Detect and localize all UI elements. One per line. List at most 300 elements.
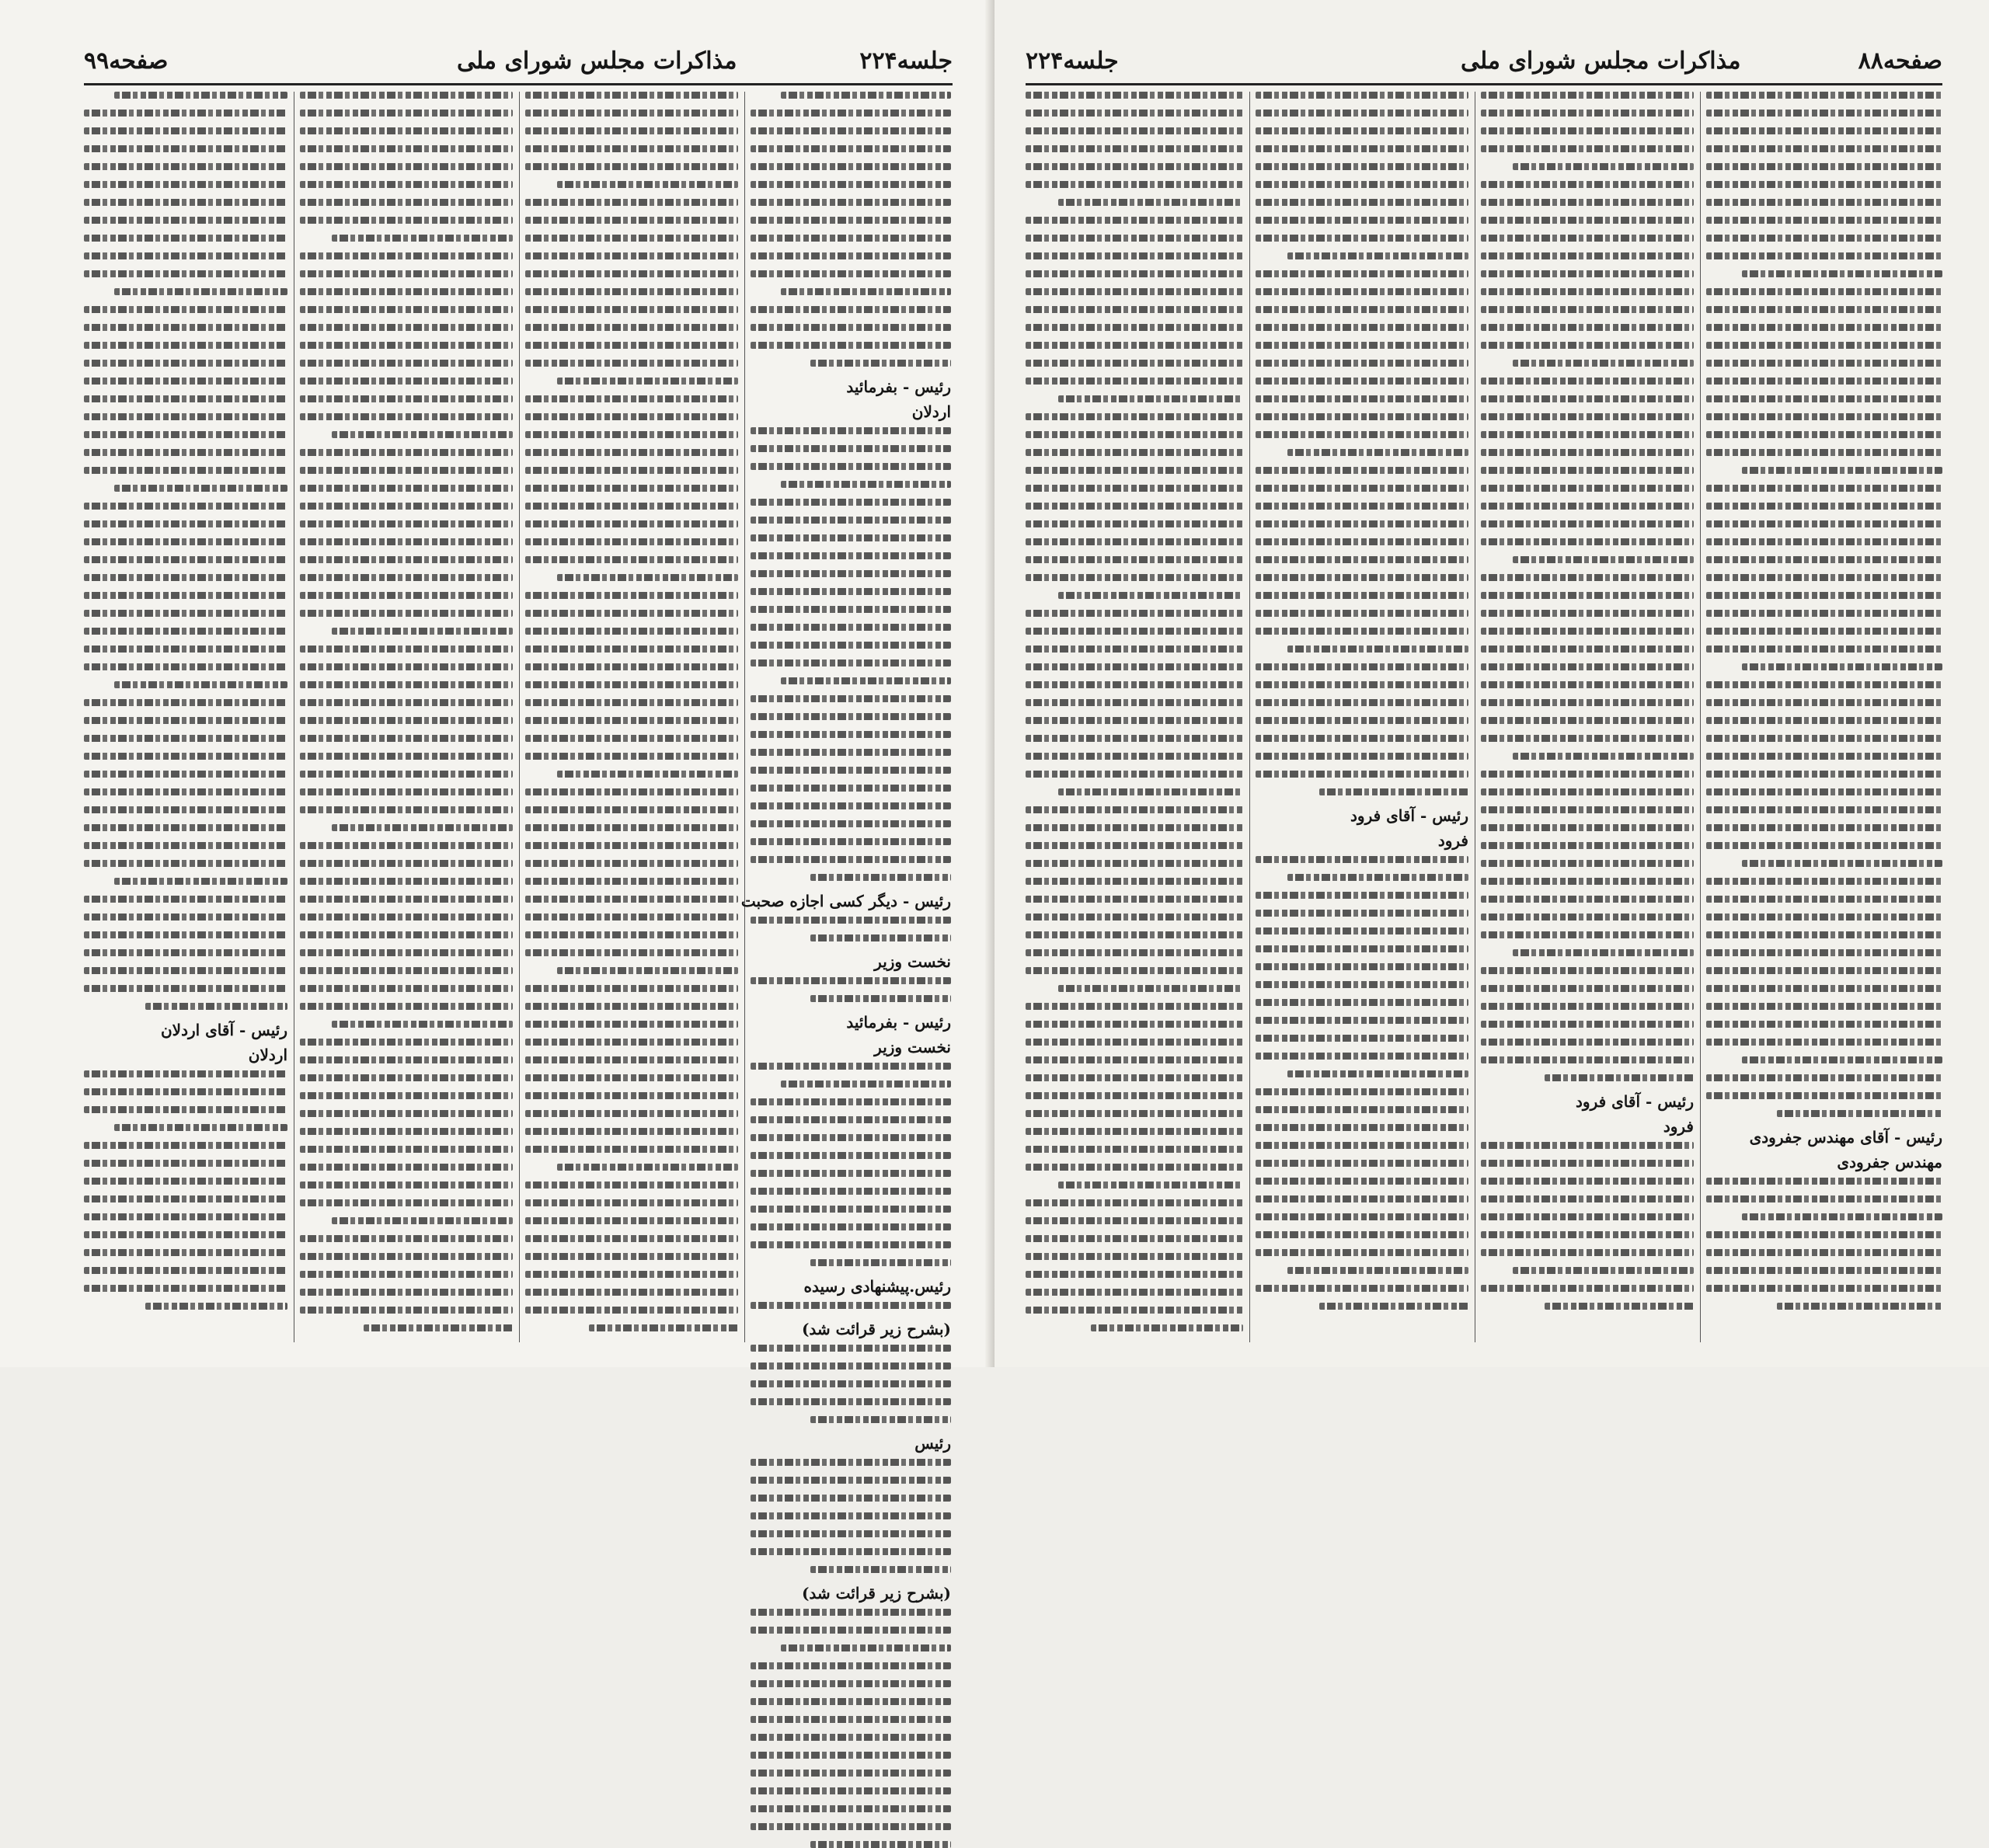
speaker-heading: رئیس (914, 1434, 951, 1453)
text-line (1058, 1182, 1243, 1188)
text-line (1706, 1003, 1942, 1010)
text-line (300, 878, 513, 885)
text-line (1481, 681, 1694, 688)
text-line (300, 699, 513, 706)
text-line (1026, 931, 1243, 938)
text-line (1026, 699, 1243, 706)
text-line (84, 431, 287, 438)
text-line (525, 413, 738, 420)
text-line (300, 896, 513, 903)
text-line (1481, 252, 1694, 259)
text-line (525, 824, 738, 831)
text-line (751, 606, 951, 613)
text-line (1481, 467, 1694, 474)
text-line (1026, 806, 1243, 813)
text-line (1256, 538, 1468, 545)
text-line (1706, 1195, 1942, 1202)
text-line (300, 503, 513, 510)
text-line (1706, 127, 1942, 134)
text-line (751, 235, 951, 242)
text-line (1256, 892, 1468, 899)
text-line (1256, 981, 1468, 988)
text-line (751, 427, 951, 434)
text-line (84, 1267, 287, 1274)
text-line (1091, 1324, 1243, 1331)
text-line (300, 342, 513, 349)
text-line (1706, 163, 1942, 170)
text-line (84, 235, 287, 242)
text-line (84, 1070, 287, 1077)
right-column-1 (1026, 92, 1243, 1342)
text-line (84, 1160, 287, 1167)
text-line (332, 1021, 513, 1028)
text-line (751, 1206, 951, 1213)
text-line (1481, 1285, 1694, 1292)
text-line (751, 181, 951, 188)
text-line (332, 824, 513, 831)
text-line (751, 306, 951, 313)
speaker-heading: رئیس.پیشنهادی رسیده (803, 1277, 951, 1296)
text-line (1026, 914, 1243, 921)
text-line (1026, 860, 1243, 867)
text-line (751, 767, 951, 774)
text-line (525, 1056, 738, 1063)
text-line (1706, 878, 1942, 885)
text-line (1256, 910, 1468, 917)
text-line (1026, 842, 1243, 849)
text-line (1287, 1267, 1468, 1274)
text-line (300, 163, 513, 170)
text-line (84, 824, 287, 831)
text-line (84, 699, 287, 706)
text-line (751, 695, 951, 702)
text-line (525, 1289, 738, 1296)
text-line (1742, 663, 1942, 670)
text-line (810, 934, 951, 941)
text-line (1481, 914, 1694, 921)
text-line (1481, 520, 1694, 527)
text-line (1026, 735, 1243, 742)
text-line (1256, 1124, 1468, 1131)
column-divider (744, 92, 745, 1342)
text-line (1058, 985, 1243, 992)
text-line (300, 592, 513, 599)
text-line (84, 646, 287, 653)
text-line (1481, 503, 1694, 510)
text-line (525, 1182, 738, 1188)
text-line (1481, 145, 1694, 152)
speaker-heading: نخست وزیر (874, 952, 951, 971)
right-session-label: جلسه۲۲۴ (1026, 47, 1119, 75)
text-line (1706, 503, 1942, 510)
text-line (1287, 874, 1468, 881)
text-line (751, 499, 951, 506)
text-line (751, 199, 951, 206)
text-line (810, 1566, 951, 1573)
text-line (1256, 360, 1468, 367)
text-line (1256, 963, 1468, 970)
text-line (751, 1134, 951, 1141)
text-line (300, 181, 513, 188)
text-line (1481, 449, 1694, 456)
text-line (1026, 288, 1243, 295)
text-line (1256, 467, 1468, 474)
text-line (1256, 927, 1468, 934)
text-line (751, 1752, 951, 1759)
text-line (1026, 1092, 1243, 1099)
text-line (1256, 181, 1468, 188)
text-line (1026, 556, 1243, 563)
text-line (751, 1188, 951, 1195)
text-line (525, 949, 738, 956)
text-line (84, 842, 287, 849)
text-line (84, 520, 287, 527)
text-line (589, 1324, 738, 1331)
text-line (1706, 574, 1942, 581)
text-line (1706, 520, 1942, 527)
text-line (751, 731, 951, 738)
text-line (1481, 878, 1694, 885)
speaker-heading: رئیس - بفرمائید (846, 378, 951, 396)
text-line (1706, 699, 1942, 706)
text-line (300, 378, 513, 385)
text-line (300, 1235, 513, 1242)
text-line (1481, 1178, 1694, 1185)
text-line (810, 360, 951, 367)
text-line (300, 681, 513, 688)
text-line (84, 538, 287, 545)
text-line (1706, 628, 1942, 635)
text-line (557, 378, 738, 385)
left-page (0, 0, 994, 1603)
text-line (300, 663, 513, 670)
text-line (114, 288, 287, 295)
text-line (1256, 395, 1468, 402)
text-line (1026, 1039, 1243, 1046)
text-line (751, 534, 951, 541)
text-line (1026, 574, 1243, 581)
text-line (525, 342, 738, 349)
text-line (1026, 431, 1243, 438)
text-line (1706, 735, 1942, 742)
text-line (751, 1787, 951, 1794)
text-line (751, 642, 951, 649)
text-line (525, 324, 738, 331)
text-line (525, 1092, 738, 1099)
text-line (1256, 753, 1468, 760)
text-line (1026, 1021, 1243, 1028)
text-line (525, 1235, 738, 1242)
text-line (751, 1662, 951, 1669)
text-line (84, 1195, 287, 1202)
text-line (1481, 288, 1694, 295)
text-line (84, 1213, 287, 1220)
text-line (810, 1259, 951, 1266)
text-line (114, 1124, 287, 1131)
text-line (1026, 1199, 1243, 1206)
text-line (84, 503, 287, 510)
text-line (1026, 1074, 1243, 1081)
text-line (1256, 1195, 1468, 1202)
text-line (300, 1092, 513, 1099)
text-line (84, 217, 287, 224)
text-line (1256, 663, 1468, 670)
text-line (751, 1512, 951, 1519)
text-line (1256, 574, 1468, 581)
text-line (1026, 92, 1243, 99)
text-line (1026, 485, 1243, 492)
text-line (300, 1307, 513, 1314)
text-line (1481, 824, 1694, 831)
text-line (84, 110, 287, 117)
text-line (1256, 110, 1468, 117)
text-line (300, 449, 513, 456)
text-line (1481, 842, 1694, 849)
text-line (525, 199, 738, 206)
text-line (300, 199, 513, 206)
text-line (751, 1716, 951, 1723)
text-line (1256, 1178, 1468, 1185)
left-column-3 (300, 92, 513, 1342)
text-line (525, 1146, 738, 1153)
text-line (84, 556, 287, 563)
text-line (1256, 92, 1468, 99)
text-line (84, 360, 287, 367)
text-line (1706, 1039, 1942, 1046)
text-line (781, 677, 951, 684)
text-line (114, 878, 287, 885)
text-line (1026, 127, 1243, 134)
text-line (1256, 628, 1468, 635)
text-line (1513, 949, 1694, 956)
speaker-heading: رئیس - آقای فرود (1576, 1092, 1694, 1111)
text-line (1481, 485, 1694, 492)
text-line (300, 1110, 513, 1117)
text-line (300, 1039, 513, 1046)
text-line (751, 1170, 951, 1177)
text-line (1706, 949, 1942, 956)
text-line (751, 1223, 951, 1230)
text-line (300, 842, 513, 849)
speaker-heading: (بشرح زیر قرائت شد) (801, 1584, 951, 1603)
column-divider (1249, 92, 1250, 1342)
text-line (525, 270, 738, 277)
text-line (810, 1416, 951, 1423)
text-line (84, 127, 287, 134)
text-line (1058, 592, 1243, 599)
text-line (1481, 1231, 1694, 1238)
text-line (525, 306, 738, 313)
text-line (84, 914, 287, 921)
text-line (751, 917, 951, 924)
text-line (1513, 753, 1694, 760)
text-line (84, 931, 287, 938)
text-line (1481, 628, 1694, 635)
text-line (751, 1530, 951, 1537)
text-line (525, 788, 738, 795)
text-line (525, 1271, 738, 1278)
text-line (84, 1178, 287, 1185)
text-line (1706, 753, 1942, 760)
text-line (1256, 1053, 1468, 1060)
text-line (1026, 270, 1243, 277)
text-line (364, 1324, 513, 1331)
speaker-heading: فرود (1437, 831, 1468, 850)
text-line (1026, 235, 1243, 242)
text-line (1481, 592, 1694, 599)
right-page (994, 0, 1989, 1367)
text-line (1706, 842, 1942, 849)
right-column-4 (1706, 92, 1942, 1342)
text-line (751, 1380, 951, 1387)
text-line (84, 1106, 287, 1113)
text-line (300, 949, 513, 956)
text-line (751, 820, 951, 827)
text-line (751, 1398, 951, 1405)
text-line (781, 288, 951, 295)
text-line (1256, 217, 1468, 224)
text-line (525, 467, 738, 474)
text-line (751, 749, 951, 756)
text-line (1706, 92, 1942, 99)
text-line (84, 628, 287, 635)
text-line (332, 628, 513, 635)
text-line (300, 1199, 513, 1206)
text-line (300, 252, 513, 259)
text-line (525, 931, 738, 938)
text-line (525, 1110, 738, 1117)
right-page-header (1026, 43, 1942, 85)
text-line (1256, 1213, 1468, 1220)
text-line (1706, 1092, 1942, 1099)
text-line (525, 92, 738, 99)
text-line (810, 874, 951, 881)
text-line (1256, 1160, 1468, 1167)
text-line (300, 92, 513, 99)
text-line (781, 1081, 951, 1088)
text-line (1481, 646, 1694, 653)
text-line (751, 110, 951, 117)
text-line (1256, 324, 1468, 331)
text-line (525, 110, 738, 117)
text-line (300, 735, 513, 742)
text-line (1026, 1307, 1243, 1314)
text-line (1481, 1039, 1694, 1046)
text-line (1742, 1213, 1942, 1220)
text-line (84, 1249, 287, 1256)
text-line (751, 1063, 951, 1070)
text-line (751, 1734, 951, 1741)
left-column-1 (740, 92, 951, 1603)
text-line (1706, 1231, 1942, 1238)
text-line (751, 588, 951, 595)
text-line (1706, 110, 1942, 117)
text-line (84, 1088, 287, 1095)
left-column-2 (525, 92, 738, 1342)
text-line (1513, 1267, 1694, 1274)
text-line (1256, 699, 1468, 706)
text-line (300, 485, 513, 492)
text-line (751, 660, 951, 666)
text-line (1256, 342, 1468, 349)
text-line (1256, 431, 1468, 438)
text-line (84, 1142, 287, 1149)
column-divider (1700, 92, 1701, 1342)
right-page-number: صفحه۸۸ (1858, 47, 1942, 75)
text-line (751, 1477, 951, 1484)
text-line (1706, 1249, 1942, 1256)
text-line (557, 181, 738, 188)
text-line (1481, 1213, 1694, 1220)
text-line (84, 467, 287, 474)
text-line (1706, 485, 1942, 492)
text-line (332, 1217, 513, 1224)
speaker-heading: رئیس - دیگر کسی اجازه صحبت (740, 892, 951, 910)
text-line (1026, 1110, 1243, 1117)
text-line (1026, 1271, 1243, 1278)
speaker-heading: رئیس - آقای مهندس جفرودی (1749, 1128, 1942, 1147)
text-line (525, 163, 738, 170)
text-line (525, 646, 738, 653)
left-page-title: مذاکرات مجلس شورای ملی (457, 47, 737, 75)
text-line (1481, 896, 1694, 903)
text-line (525, 1217, 738, 1224)
text-line (145, 1003, 287, 1010)
text-line (1026, 1146, 1243, 1153)
text-line (751, 552, 951, 559)
text-line (1481, 806, 1694, 813)
text-line (1706, 217, 1942, 224)
text-line (1026, 949, 1243, 956)
text-line (525, 663, 738, 670)
text-line (1026, 538, 1243, 545)
text-line (525, 503, 738, 510)
speaker-heading: رئیس - آقای اردلان (160, 1021, 287, 1039)
text-line (1481, 413, 1694, 420)
text-line (1026, 520, 1243, 527)
text-line (1481, 1056, 1694, 1063)
text-line (84, 717, 287, 724)
speaker-heading: اردلان (911, 402, 951, 421)
text-line (300, 1253, 513, 1260)
text-line (300, 610, 513, 617)
text-line (300, 788, 513, 795)
text-line (1058, 199, 1243, 206)
text-line (525, 842, 738, 849)
text-line (525, 896, 738, 903)
text-line (525, 395, 738, 402)
text-line (1026, 753, 1243, 760)
text-line (1026, 628, 1243, 635)
column-divider (519, 92, 520, 1342)
text-line (300, 1146, 513, 1153)
text-line (525, 235, 738, 242)
text-line (1706, 252, 1942, 259)
text-line (1256, 199, 1468, 206)
left-column-4 (84, 92, 287, 1342)
text-line (525, 1039, 738, 1046)
text-line (114, 681, 287, 688)
text-line (751, 1823, 951, 1830)
text-line (1287, 646, 1468, 653)
speaker-heading: (بشرح زیر قرائت شد) (801, 1320, 951, 1338)
text-line (84, 342, 287, 349)
text-line (1256, 717, 1468, 724)
text-line (145, 1303, 287, 1310)
text-line (1706, 538, 1942, 545)
text-line (1026, 681, 1243, 688)
text-line (525, 699, 738, 706)
